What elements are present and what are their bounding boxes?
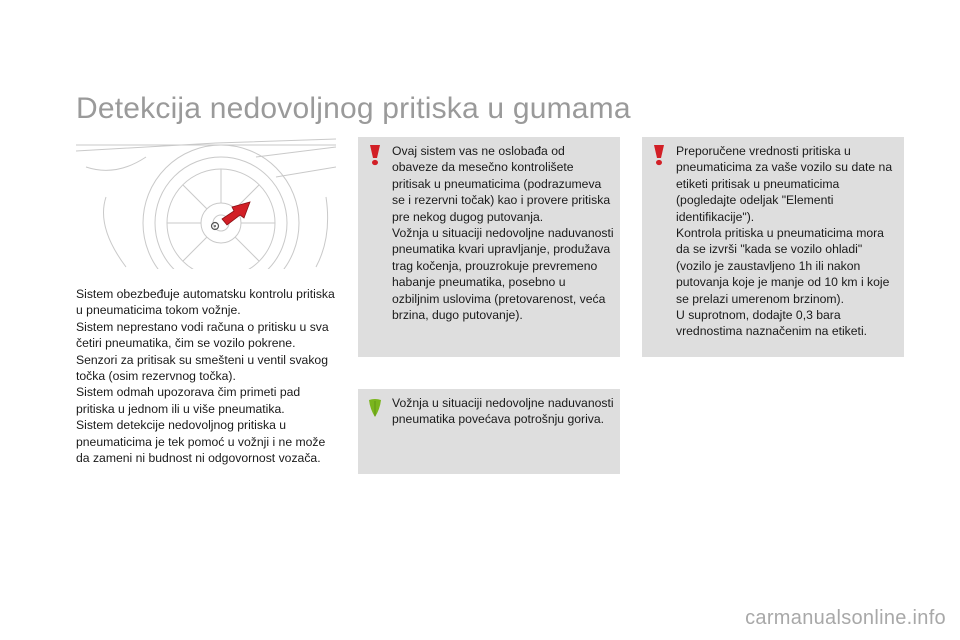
tyre-valve-illustration [76, 137, 336, 269]
intro-paragraph: Sistem obezbeđuje automatsku kontrolu pritiska u pneumaticima tokom vožnje. [76, 287, 335, 318]
warning-paragraph: U suprotnom, dodajte 0,3 bara vrednostima naznačenim na etiketi. [676, 308, 868, 339]
intro-text [76, 286, 338, 466]
warning-paragraph: Ovaj sistem vas ne oslobađa od obaveze da mesečno kontrolišete pritisak u pneumaticima (podrazumeva se i rezervni točak) kao i provere pritiska pre nekog dugog putovanja. [392, 144, 611, 224]
watermark: carmanualsonline.info [745, 607, 946, 629]
tip-paragraph: Vožnja u situaciji nedovoljne naduvanosti pneumatika povećava potrošnju goriva. [392, 396, 614, 427]
arrow-icon [222, 202, 250, 225]
eco-tip-box [358, 389, 620, 474]
intro-paragraph: Sistem odmah upozorava čim primeti pad pritiska u jednom ili u više pneumatika. [76, 385, 301, 416]
warning-paragraph: Vožnja u situaciji nedovoljne naduvanosti pneumatika kvari upravljanje, produžava trag kočenja, prouzrokuje prevremeno habanje pneumatika, posebno u ozbiljnim uslovima (pretovarenost, veća brzina, dugo putovanje). [392, 226, 614, 323]
intro-paragraph: Sistem neprestano vodi računa o pritisku u sva četiri pneumatika, čim se vozilo pokrene. [76, 319, 329, 351]
page-title: Detekcija nedovoljnog pritiska u gumama [76, 92, 631, 125]
warning-exclamation-icon [366, 144, 384, 166]
warning-paragraph: Preporučene vrednosti pritiska u pneumaticima za vaše vozilo su date na etiketi pritisak u pneumaticima (pogledajte odeljak "Elementi identifikacije"). [676, 144, 893, 224]
warning-paragraph: Kontrola pritiska u pneumaticima mora da se izvrši "kada se vozilo ohladi" (vozilo je zaustavljeno 1h ili nakon putovanja koje je manje od 10 km i koje se prelazi umerenom brzinom). [676, 226, 890, 306]
warning-exclamation-icon [650, 144, 668, 166]
intro-paragraph: Sistem detekcije nedovoljnog pritiska u pneumaticima je tek pomoć u vožnji i ne može da zameni ni budnost ni odgovornost vozača. [76, 418, 326, 466]
intro-paragraph: Senzori za pritisak su smešteni u ventil svakog točka (osim rezervnog točka). [76, 352, 328, 384]
warning-box-monthly-check [358, 137, 620, 357]
eco-leaf-icon [366, 396, 384, 418]
warning-box-recommended-pressure [642, 137, 904, 357]
